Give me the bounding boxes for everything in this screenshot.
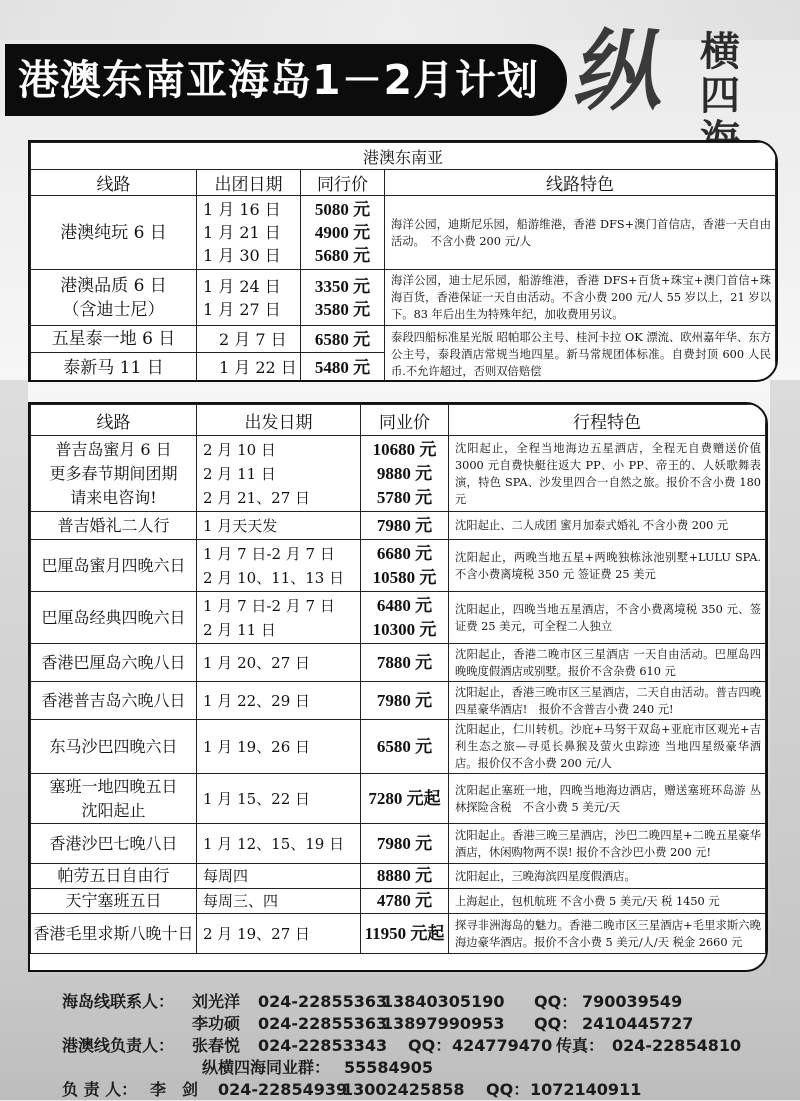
price: 5680 元 (314, 246, 371, 265)
price: 8880 元 (376, 866, 433, 885)
price-cell (361, 540, 449, 592)
route-note: 沈阳起止 (81, 800, 146, 820)
table-row (31, 864, 766, 889)
price: 6580 元 (376, 736, 433, 756)
date-cell (197, 196, 301, 270)
price: 7280 元起 (368, 788, 441, 808)
date: 1 月 15、22 日 (203, 789, 311, 808)
date-cell (197, 436, 361, 512)
manager-label: 负 责 人： (62, 1080, 138, 1099)
price-cell (361, 644, 449, 682)
price: 6680 元 (376, 543, 433, 563)
feature-cell: 沈阳起止。香港三晚三星酒店，沙巴二晚四星+二晚五星豪华酒店，休闲购物两不误! 报价不含沙巴小费 200 元! (449, 824, 766, 864)
price-cell (361, 824, 449, 864)
table-header-row (31, 405, 766, 436)
date: 1 月 22 日 (219, 358, 297, 377)
logo-char: 四 (700, 72, 740, 119)
price: 9880 元 (376, 463, 433, 483)
table-row (31, 196, 776, 270)
price: 3580 元 (314, 299, 371, 319)
table-row (31, 326, 776, 353)
feature-cell: 上海起止，包机航班 不含小费 5 美元/天 税 1450 元 (449, 889, 766, 914)
route-cell (31, 592, 197, 644)
date: 2 月 19、27 日 (203, 924, 311, 943)
contact-phone: 024-22855363 (258, 992, 388, 1011)
route-cell (31, 270, 197, 326)
date-cell (197, 682, 361, 720)
route-name: 塞班一地四晚五日 (49, 776, 178, 796)
date: 2 月 7 日 (219, 329, 287, 349)
price-cell (361, 720, 449, 774)
price-cell (301, 326, 385, 353)
page-title: 港澳东南亚海岛1－2月计划 (18, 56, 540, 104)
date-cell (197, 864, 361, 889)
column-header: 线路 (31, 170, 197, 196)
route-cell (31, 682, 197, 720)
date-cell (197, 270, 301, 326)
date: 2 月 10、11、13 日 (203, 568, 345, 587)
price: 3350 元 (314, 276, 371, 296)
price-cell (361, 914, 449, 954)
contact-mobile: 13840305190 (382, 992, 505, 1011)
table-row (31, 889, 766, 914)
date: 1 月 16 日 (203, 200, 281, 219)
price: 10580 元 (372, 567, 437, 587)
route-name: 巴厘岛经典四晚六日 (41, 607, 186, 627)
route-cell (31, 824, 197, 864)
route-cell (31, 644, 197, 682)
contact-fax: 024-22854810 (612, 1036, 742, 1055)
feature-cell: 沈阳起止，四晚当地五星酒店，不含小费离境税 350 元、签证费 25 美元，可全程二人独立 (449, 592, 766, 644)
background-tower (0, 380, 28, 980)
contact-name: 刘光洋 (192, 992, 241, 1011)
route-cell (31, 540, 197, 592)
feature-cell: 沈阳起止，两晚当地五星+两晚独栋泳池别墅+LULU SPA.不含小费离境税 350 元 签证费 25 美元 (449, 540, 766, 592)
date-cell (197, 353, 301, 383)
feature-cell: 沈阳起止，三晚海滨四星度假酒店。 (449, 864, 766, 889)
date-cell (197, 914, 361, 954)
date: 2 月 11 日 (203, 620, 276, 639)
feature-cell: 沈阳起止，仁川转机。沙庇+马努干双岛+亚庇市区观光+吉利生态之旅—寻觅长鼻猴及萤火虫踪迹 当地四星级豪华酒店。报价仅不含小费 200 元/人 (449, 720, 766, 774)
route-cell (31, 864, 197, 889)
date: 每周四 (203, 867, 249, 885)
date: 1 月 22、29 日 (203, 691, 311, 710)
table-row (31, 270, 776, 326)
feature-cell: 海洋公园，迪士尼乐园，船游维港，香港 DFS+百货+珠宝+澳门首信+珠海百货，香港保证一天自由活动。不含小费 200 元/人 55 岁以上，21 岁以下。83 年后出生为特殊年纪，加收费用另议。 (385, 270, 776, 326)
section-title: 港澳东南亚 (31, 143, 776, 170)
column-header: 线路 (31, 405, 197, 436)
price: 6580 元 (314, 329, 371, 349)
price: 7880 元 (376, 652, 433, 672)
route-name: 香港普吉岛六晚八日 (41, 690, 186, 710)
fax-label: 传真： (556, 1036, 605, 1055)
date: 1 月 7 日-2 月 7 日 (203, 596, 335, 615)
contact-mobile: 13002425858 (342, 1080, 465, 1099)
contact-qq: 1072140911 (530, 1080, 642, 1099)
qq-label: QQ： (534, 1014, 578, 1033)
table-row (31, 774, 766, 824)
date-cell (197, 644, 361, 682)
qq-label: QQ： (408, 1036, 452, 1055)
price: 5480 元 (314, 358, 371, 377)
date: 每周三、四 (203, 892, 279, 910)
price-cell (301, 196, 385, 270)
date: 1 月天天发 (203, 516, 278, 535)
route-note: 更多春节期间团期 (49, 463, 178, 483)
contact-qq: 2410445727 (582, 1014, 694, 1033)
hk-macau-sea-table (28, 140, 778, 382)
route-name: 港澳纯玩 6 日 (60, 222, 167, 243)
price-cell (361, 436, 449, 512)
price: 10680 元 (372, 439, 437, 459)
contact-qq: 790039549 (582, 992, 683, 1011)
price: 5080 元 (314, 200, 371, 219)
price-cell (361, 774, 449, 824)
contact-name: 李 剑 (150, 1080, 199, 1099)
price: 5780 元 (376, 487, 433, 507)
feature-cell: 沈阳起止、二人成团 蜜月加泰式婚礼 不含小费 200 元 (449, 512, 766, 540)
contact-mobile: 13897990953 (382, 1014, 505, 1033)
route-name: 东马沙巴四晚六日 (49, 736, 178, 756)
island-contact-label: 海岛线联系人： (62, 992, 175, 1011)
route-name: 普吉岛蜜月 6 日 (55, 439, 172, 459)
logo-swirl-char: 纵 (569, 20, 676, 123)
group-number: 55584905 (344, 1058, 434, 1077)
date: 2 月 10 日 (203, 440, 276, 459)
route-cell (31, 196, 197, 270)
table-row (31, 824, 766, 864)
date-cell (197, 824, 361, 864)
column-header: 同业价 (361, 405, 449, 436)
date-cell (197, 889, 361, 914)
feature-cell: 沈阳起止塞班一地，四晚当地海边酒店，赠送塞班环岛游 丛林探险含税 不含小费 5 美元/天 (449, 774, 766, 824)
price: 4900 元 (314, 223, 371, 242)
date: 2 月 11 日 (203, 464, 276, 483)
column-header: 同行价 (301, 170, 385, 196)
table-header-row (31, 170, 776, 196)
route-name: 天宁塞班五日 (65, 891, 162, 910)
contact-qq: 424779470 (452, 1036, 553, 1055)
route-name: 帕劳五日自由行 (57, 866, 170, 885)
date-cell (197, 592, 361, 644)
route-name: 香港巴厘岛六晚八日 (41, 652, 186, 672)
hkmacau-contact-label: 港澳线负责人： (62, 1036, 175, 1055)
column-header: 出发日期 (197, 405, 361, 436)
route-cell (31, 436, 197, 512)
feature-cell: 沈阳起止，香港二晚市区三星酒店 一天自由活动。巴厘岛四晚晚度假酒店或别墅。报价不含杂费 610 元 (449, 644, 766, 682)
date: 1 月 30 日 (203, 246, 281, 265)
qq-label: QQ： (486, 1080, 530, 1099)
price: 11950 元起 (364, 923, 445, 943)
table-row (31, 644, 766, 682)
date-cell (197, 720, 361, 774)
table-row (31, 914, 766, 954)
route-name: 普吉婚礼二人行 (57, 515, 170, 535)
date: 2 月 21、27 日 (203, 488, 311, 507)
qq-label: QQ： (534, 992, 578, 1011)
date-cell (197, 774, 361, 824)
contact-phone: 024-22855363 (258, 1014, 388, 1033)
date: 1 月 21 日 (203, 223, 281, 242)
background-tower-right (770, 380, 800, 980)
price-cell (361, 889, 449, 914)
island-routes-table (28, 402, 768, 972)
route-name: 五星泰一地 6 日 (51, 329, 176, 349)
price-cell (361, 682, 449, 720)
date: 1 月 27 日 (203, 299, 281, 319)
feature-cell: 探寻非洲海岛的魅力。香港二晚市区三星酒店+毛里求斯六晚海边豪华酒店。报价不含小费 5 美元/人/天 税金 2660 元 (449, 914, 766, 954)
date-cell (197, 540, 361, 592)
column-header: 行程特色 (449, 405, 766, 436)
table-row (31, 592, 766, 644)
date: 1 月 20、27 日 (203, 653, 311, 672)
price-cell (361, 512, 449, 540)
table-row (31, 540, 766, 592)
price: 7980 元 (376, 690, 433, 710)
route-note: 请来电咨询! (70, 487, 157, 507)
contact-name: 张春悦 (192, 1036, 241, 1055)
feature-cell: 沈阳起止，香港三晚市区三星酒店，二天自由活动。普吉四晚四星豪华酒店! 报价不含普吉小费 240 元! (449, 682, 766, 720)
route-note: （含迪士尼） (62, 299, 165, 320)
route-cell (31, 914, 197, 954)
contact-footer (0, 985, 800, 1100)
price: 10300 元 (372, 619, 437, 639)
price-cell (361, 864, 449, 889)
route-name: 香港沙巴七晚八日 (49, 833, 178, 853)
table-row (31, 720, 766, 774)
date: 1 月 12、15、19 日 (203, 834, 345, 853)
price: 7980 元 (376, 515, 433, 535)
feature-cell: 海洋公园，迪斯尼乐园，船游维港，香港 DFS+澳门首信店，香港一天自由活动。 不含小费 200 元/人 (385, 196, 776, 270)
feature-cell: 泰段四船标准星光版 昭帕耶公主号、桂河卡拉 OK 漂流、欧州嘉年华、东方公主号，泰段酒店常规当地四星。新马常规团体标准。自费封顶 600 人民币.不允许超过，否则双倍赔偿 (385, 326, 776, 383)
route-name: 香港毛里求斯八晚十日 (33, 923, 194, 943)
route-cell (31, 889, 197, 914)
table-row (31, 436, 766, 512)
price: 6480 元 (376, 595, 433, 615)
price-cell (301, 270, 385, 326)
date: 1 月 7 日-2 月 7 日 (203, 544, 335, 563)
date-cell (197, 512, 361, 540)
column-header: 出团日期 (197, 170, 301, 196)
route-cell (31, 720, 197, 774)
feature-cell: 沈阳起止，全程当地海边五星酒店，全程无自费赠送价值 3000 元自费快艇往返大 PP、小 PP、帝王的、人妖歌舞表演，特色 SPA、沙发里四合一自然之旅。报价不含小费 180 元 (449, 436, 766, 512)
price: 7980 元 (376, 833, 433, 853)
contact-phone: 024-22853343 (258, 1036, 388, 1055)
date: 1 月 24 日 (203, 276, 281, 296)
route-cell (31, 512, 197, 540)
table-row (31, 512, 766, 540)
date: 1 月 19、26 日 (203, 737, 311, 756)
logo-char: 横 (700, 28, 740, 75)
route-name: 巴厘岛蜜月四晚六日 (41, 555, 186, 575)
company-logo (569, 20, 778, 126)
group-label: 纵横四海同业群： (202, 1058, 331, 1077)
route-cell (31, 326, 197, 353)
route-name: 泰新马 11 日 (63, 357, 164, 378)
contact-name: 李功硕 (192, 1014, 241, 1033)
price-cell (301, 353, 385, 383)
table-row (31, 682, 766, 720)
price-cell (361, 592, 449, 644)
route-cell (31, 353, 197, 383)
column-header: 线路特色 (385, 170, 776, 196)
price: 4780 元 (376, 891, 433, 910)
route-name: 港澳品质 6 日 (60, 275, 167, 296)
contact-phone: 024-22854939 (218, 1080, 348, 1099)
date-cell (197, 326, 301, 353)
route-cell (31, 774, 197, 824)
